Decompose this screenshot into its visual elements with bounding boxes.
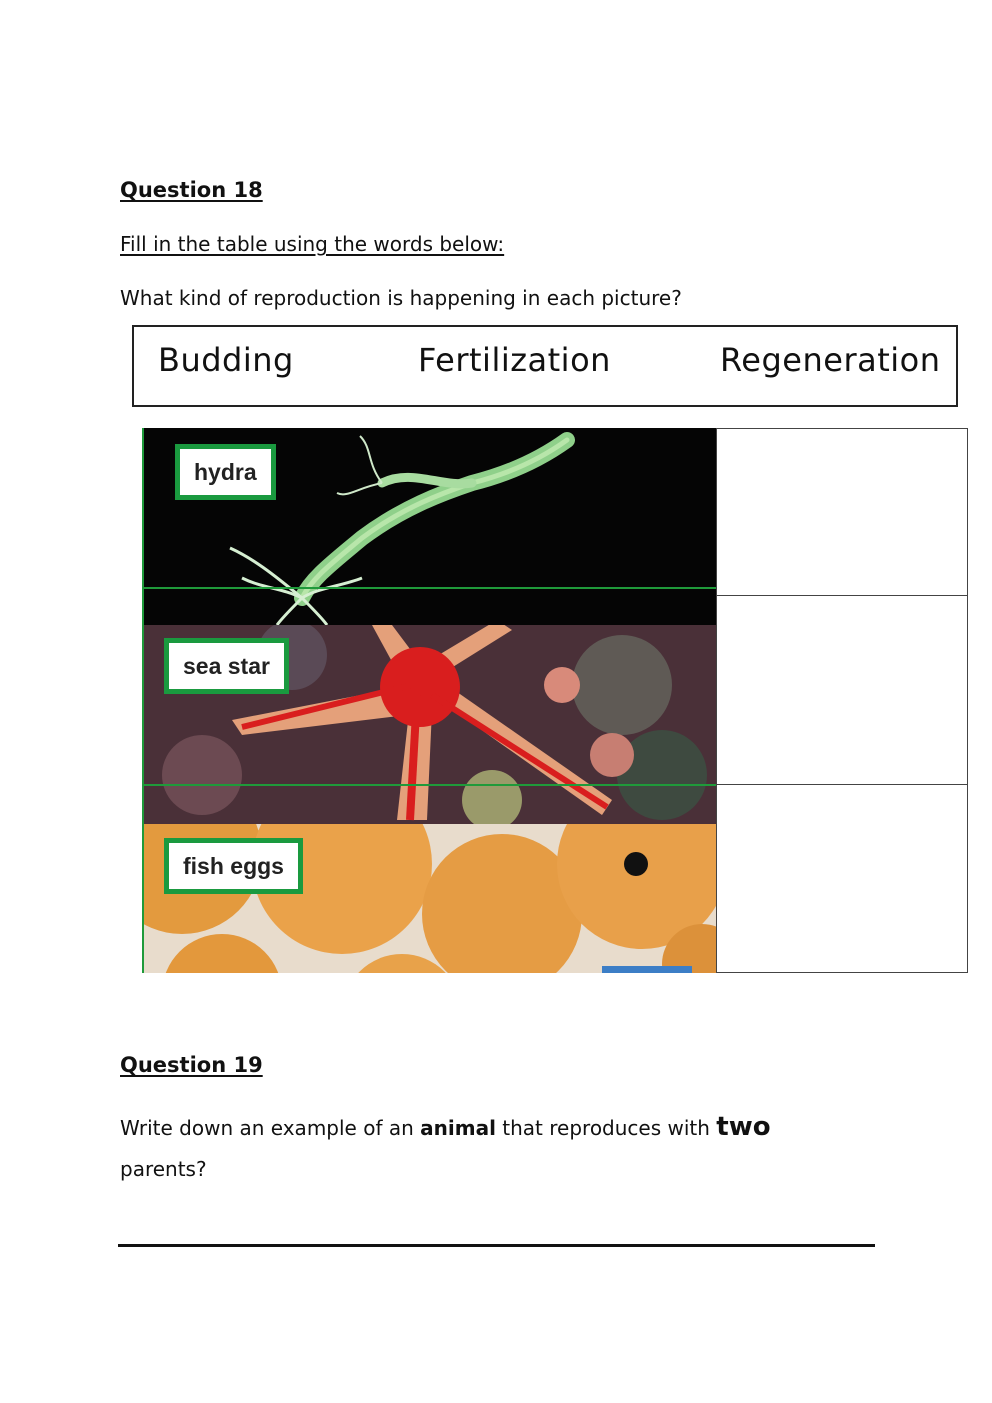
hydra-picture [142,428,716,625]
question-18-prompt: What kind of reproduction is happening in each picture? [120,286,682,310]
word-regeneration: Regeneration [720,341,941,379]
row-divider [142,784,716,786]
question-18-instruction: Fill in the table using the words below: [120,232,505,256]
word-fertilization: Fertilization [418,341,611,379]
word-budding: Budding [158,341,294,379]
question-19-title: Question 19 [120,1053,263,1077]
answer-cell-sea-star[interactable] [716,595,968,785]
answer-line[interactable] [118,1244,875,1247]
question-19-text [120,1112,771,1142]
fish-eggs-label: fish eggs [164,838,303,894]
fish-eggs-picture [142,824,716,973]
hydra-label: hydra [175,444,276,500]
word-bank [132,325,958,407]
sea-star-picture [142,625,716,824]
row-divider [142,587,716,589]
answer-cell-fish-eggs[interactable] [716,784,968,973]
question-19-bold-word: animal [420,1116,496,1140]
answer-cell-hydra[interactable] [716,428,968,596]
question-19-text-middle: that reproduces with [502,1116,710,1140]
question-19-text-before: Write down an example of an [120,1116,414,1140]
question-19-text-after: parents? [120,1157,207,1181]
reproduction-table [142,428,968,973]
table-left-border [142,428,144,973]
question-18-title: Question 18 [120,178,263,202]
question-19-big-word: two [716,1112,771,1142]
sea-star-label: sea star [164,638,289,694]
